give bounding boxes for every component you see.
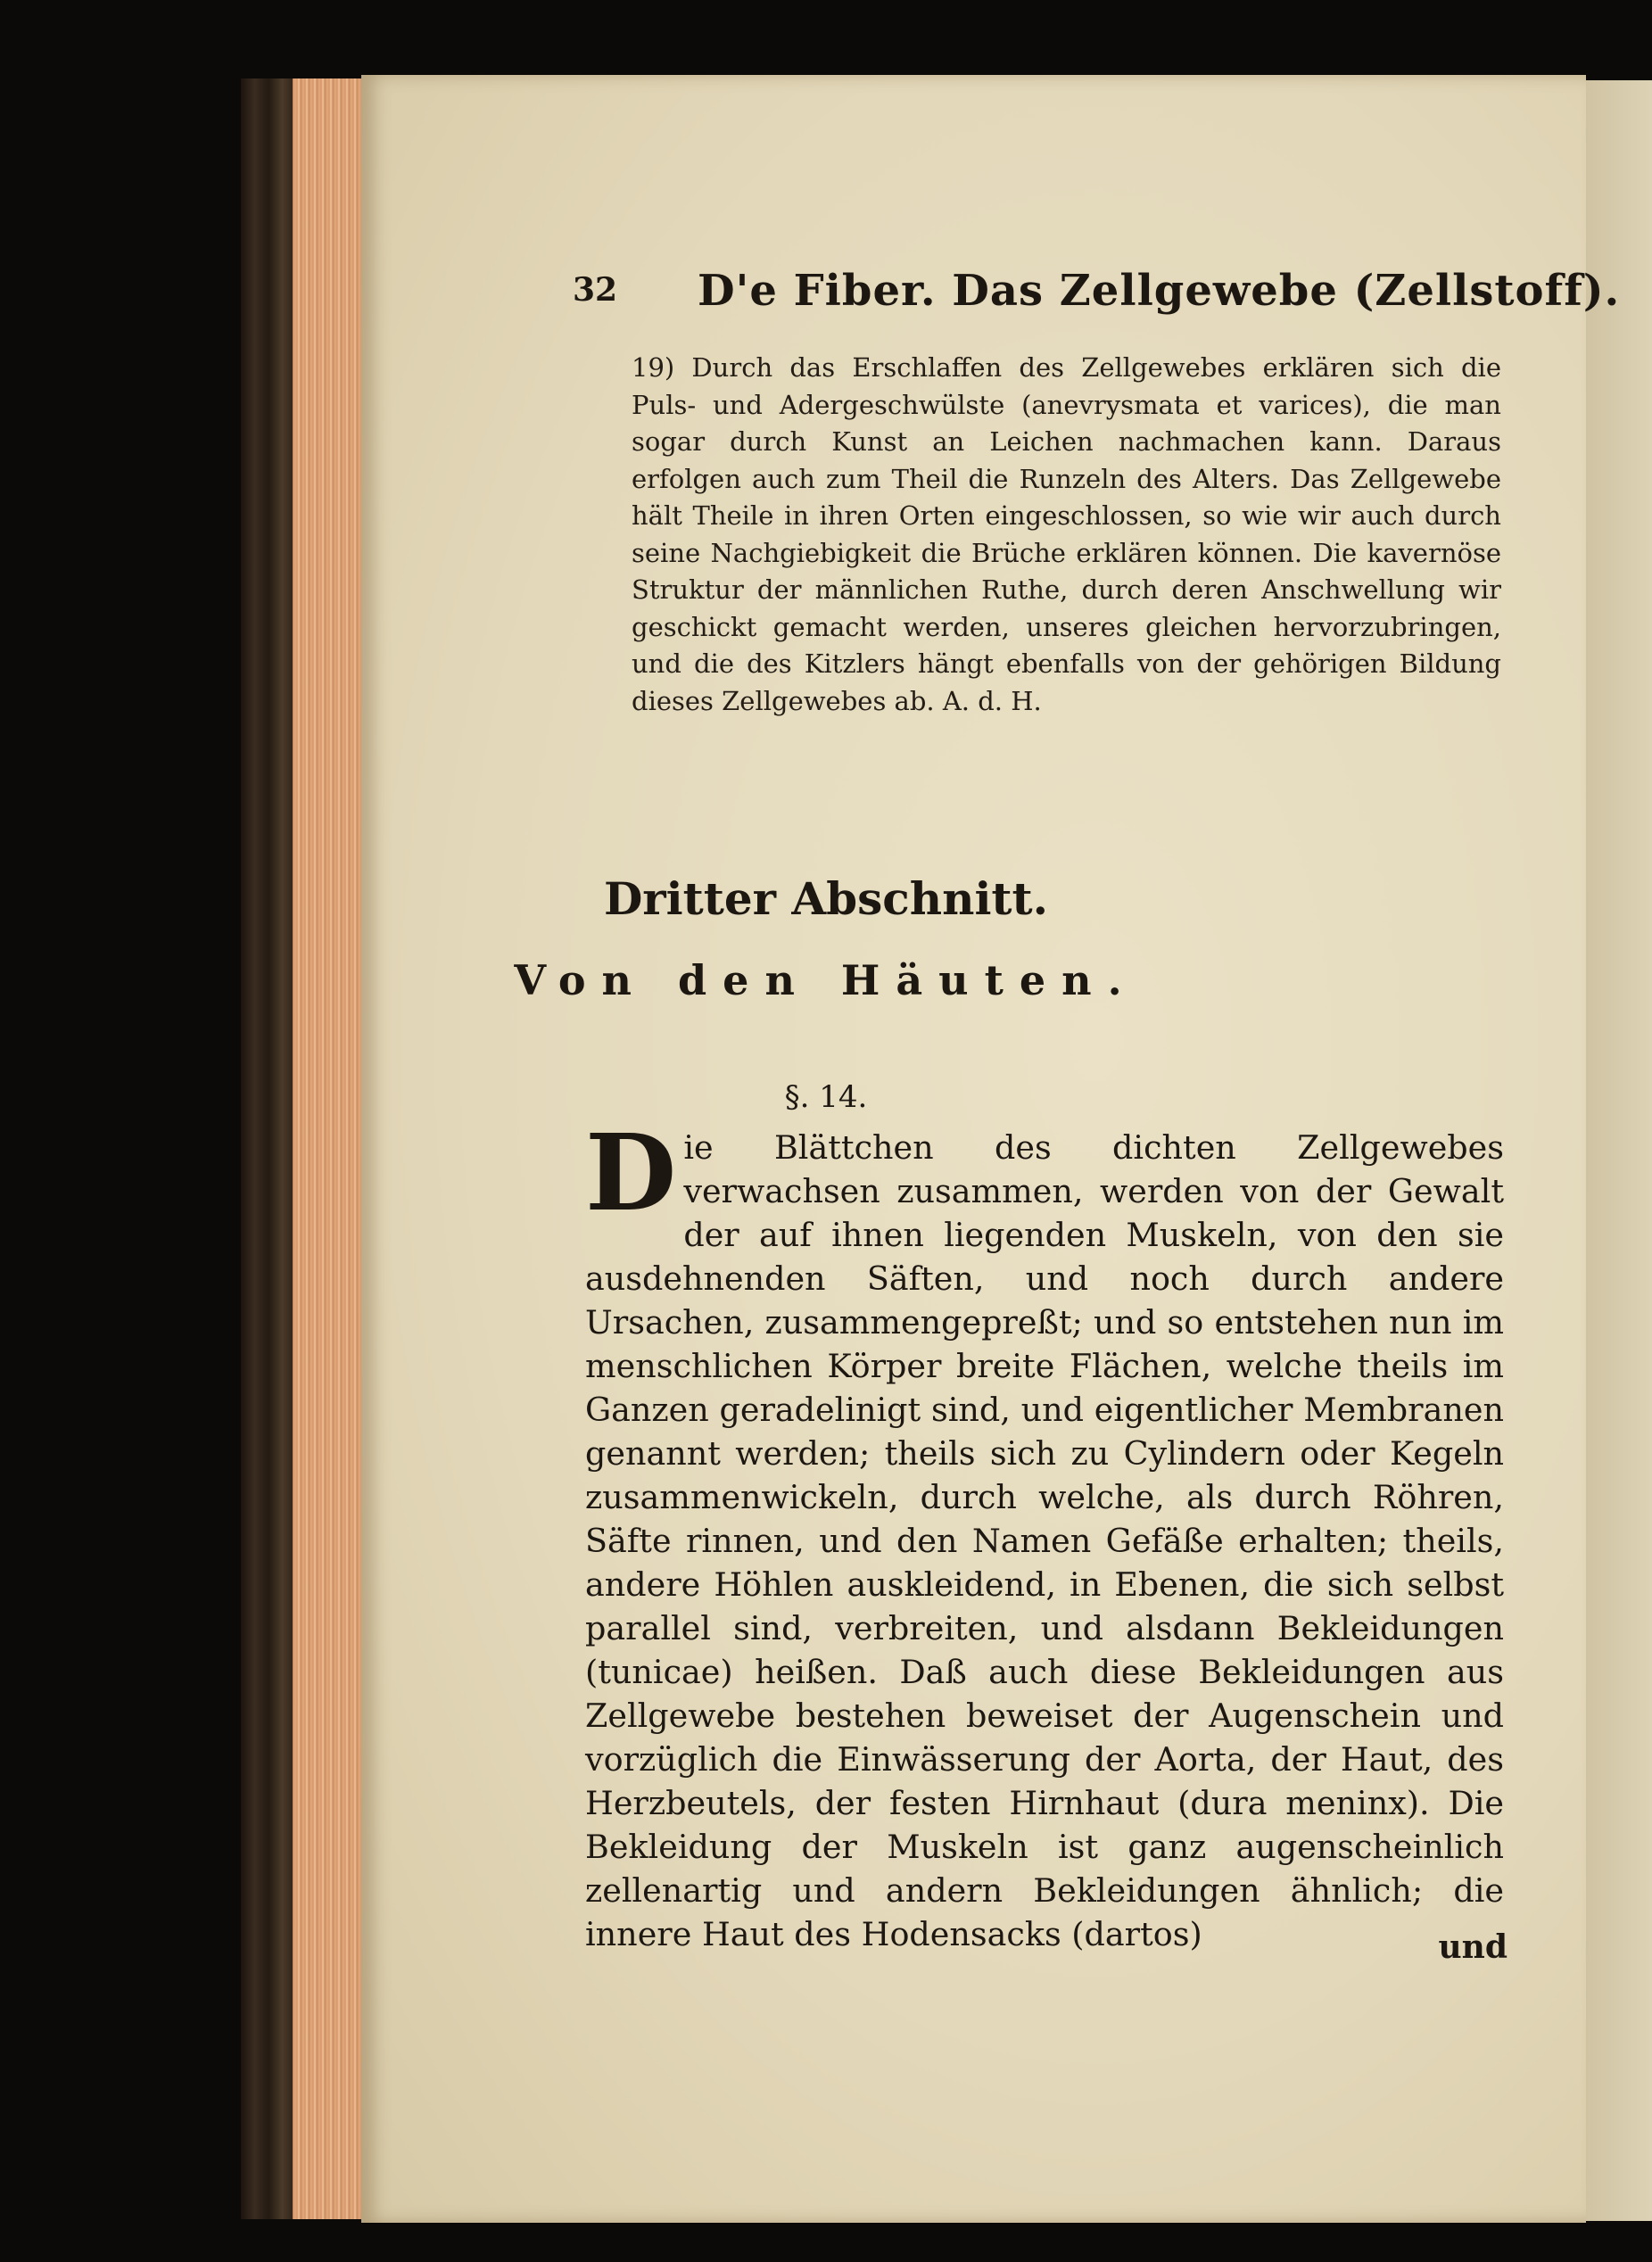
book-spine-binding <box>241 78 296 2219</box>
body-text <box>585 1110 1504 1956</box>
paragraph-14 <box>585 1110 1504 1956</box>
paragraph-number: §. 14. <box>784 1079 868 1115</box>
page-edges <box>293 78 366 2219</box>
footnote <box>632 350 1501 720</box>
page-header <box>573 266 1621 319</box>
page-number: 32 <box>573 271 618 309</box>
running-title: D'e Fiber. Das Zellgewebe (Zellstoff). <box>698 266 1621 316</box>
section-subtitle: Von den Häuten. <box>514 956 1138 1004</box>
drop-cap: D <box>585 1110 677 1234</box>
paragraph-text: ie Blättchen des dichten Zellgewebes verwachsen zusammen, werden von der Gewalt der auf ihnen liegenden Muskeln, von den sie ausdehnenden Säften, und noch durch andere Ursachen, zusammengepreßt; und so entstehen nun im menschlichen Körper breite Flächen, welche theils im Ganzen geradelinigt sind, und eigentlicher Membranen genannt werden; theils sich zu Cylindern oder Kegeln zusammenwickeln, durch welche, als durch Röhren, Säfte rinnen, und den Namen Gefäße erhalten; theils, andere Höhlen auskleidend, in Ebenen, die sich selbst parallel sind, verbreiten, und alsdann Bekleidungen (tunicae) heißen. Daß auch diese Bekleidungen aus Zellgewebe bestehen beweiset der Augenschein und vorzüglich die Einwässerung der Aorta, der Haut, des Herzbeutels, der festen Hirnhaut (dura meninx). Die Bekleidung der Muskeln ist ganz augenscheinlich zellenartig und andern Bekleidungen ähnlich; die innere Haut des Hodensacks (dartos) <box>585 1128 1504 1953</box>
catchword: und <box>1438 1928 1507 1966</box>
section-title: Dritter Abschnitt. <box>603 872 1049 925</box>
facing-page-edge <box>1586 80 1652 2221</box>
footnote-text: 19) Durch das Erschlaffen des Zellgewebes erklären sich die Puls- und Adergeschwülste (anevrysmata et varices), die man sogar durch Kunst an Leichen nachmachen kann. Daraus erfolgen auch zum Theil die Runzeln des Alters. Das Zellgewebe hält Theile in ihren Orten eingeschlossen, so wie wir auch durch seine Nachgiebigkeit die Brüche erklären können. Die kavernöse Struktur der männlichen Ruthe, durch deren Anschwellung wir geschickt gemacht werden, unseres gleichen hervorzubringen, und die des Kitzlers hängt ebenfalls von der gehörigen Bildung dieses Zellgewebes ab. A. d. H. <box>632 352 1501 716</box>
